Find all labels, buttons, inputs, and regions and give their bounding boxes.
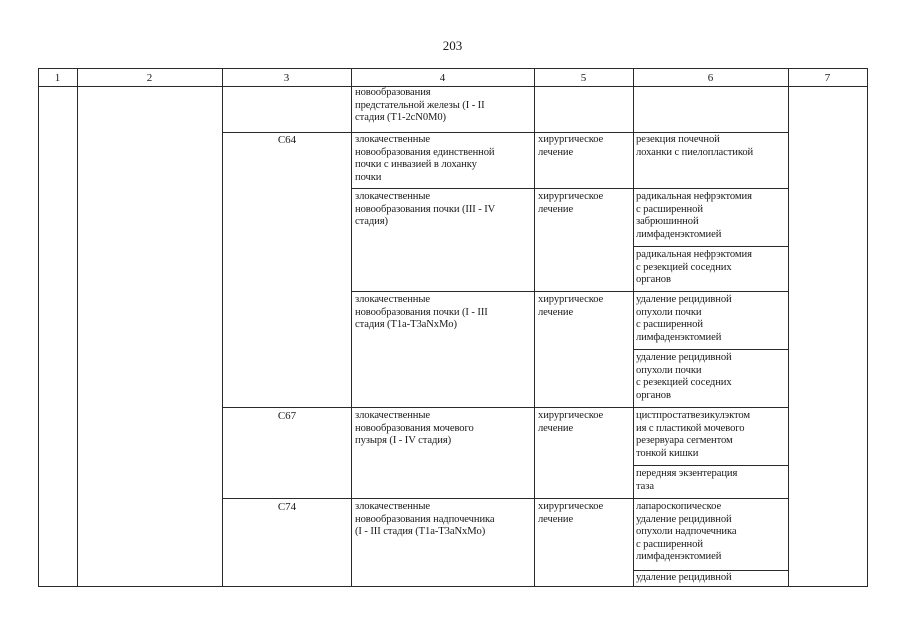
table-bottom-border [38,586,868,587]
method-cell: радикальная нефрэктомия с резекцией соседних органов [636,249,752,285]
method-cell: цистпростатвезикулэктом ия с пластикой мочевого резервуара сегментом тонкой кишки [636,410,750,459]
group-separator [222,132,352,133]
treatment-cell: хирургическое лечение [538,134,604,158]
treatment-cell: хирургическое лечение [538,410,604,434]
row-separator [351,407,634,408]
col-border-left [38,68,39,587]
method-separator [633,407,789,408]
method-separator [633,465,789,466]
treatment-cell: хирургическое лечение [538,294,604,318]
method-separator [633,570,789,571]
diagnosis-cell: злокачественные новообразования почки (I - III стадия (T1a-T3aNxMo) [355,294,488,330]
header-col-1: 1 [54,72,61,84]
treatment-cell: хирургическое лечение [538,501,604,525]
header-col-7: 7 [824,72,831,84]
col-border-5-6 [633,68,634,587]
diagnosis-cell: злокачественные новообразования почки (III - IV стадия) [355,191,496,227]
col-border-right [867,68,868,587]
method-separator [633,291,789,292]
diagnosis-cell: злокачественные новообразования единственной почки с инвазией в лоханку почки [355,134,495,183]
method-cell: лапароскопическое удаление рецидивной опухоли надпочечника с расширенной лимфаденэктомией [636,501,737,562]
icd-code-cell: C67 [277,410,297,422]
method-cell: удаление рецидивной опухоли почки с расширенной лимфаденэктомией [636,294,732,343]
col-border-1-2 [77,68,78,587]
method-cell: резекция почечной лоханки с пиелопластикой [636,134,754,158]
method-cell: передняя экзентерация таза [636,468,738,492]
method-cell: радикальная нефрэктомия с расширенной забрюшинной лимфаденэктомией [636,191,752,240]
diagnosis-cell: новообразования предстательной железы (I - II стадия (T1-2cN0M0) [355,87,485,123]
method-separator [633,246,789,247]
method-cell: удаление рецидивной опухоли почки с резекцией соседних органов [636,352,732,401]
icd-code-cell: C64 [277,134,297,146]
table-top-border [38,68,868,69]
col-border-6-7 [788,68,789,587]
method-separator [633,188,789,189]
row-separator [351,132,634,133]
header-col-6: 6 [707,72,714,84]
header-col-4: 4 [439,72,446,84]
method-separator [633,349,789,350]
diagnosis-cell: злокачественные новообразования надпочечника (I - III стадия (T1a-T3aNxMo) [355,501,495,537]
row-separator [351,188,634,189]
header-col-5: 5 [580,72,587,84]
group-separator [222,498,352,499]
row-separator [351,498,634,499]
treatment-cell: хирургическое лечение [538,191,604,215]
group-separator [222,407,352,408]
diagnosis-cell: злокачественные новообразования мочевого пузыря (I - IV стадия) [355,410,474,446]
row-separator [351,291,634,292]
method-cell: удаление рецидивной [636,572,732,583]
icd-code-cell: C74 [277,501,297,513]
header-col-3: 3 [283,72,290,84]
page-number: 203 [442,38,463,53]
header-col-2: 2 [146,72,153,84]
method-separator [633,498,789,499]
method-separator [633,132,789,133]
